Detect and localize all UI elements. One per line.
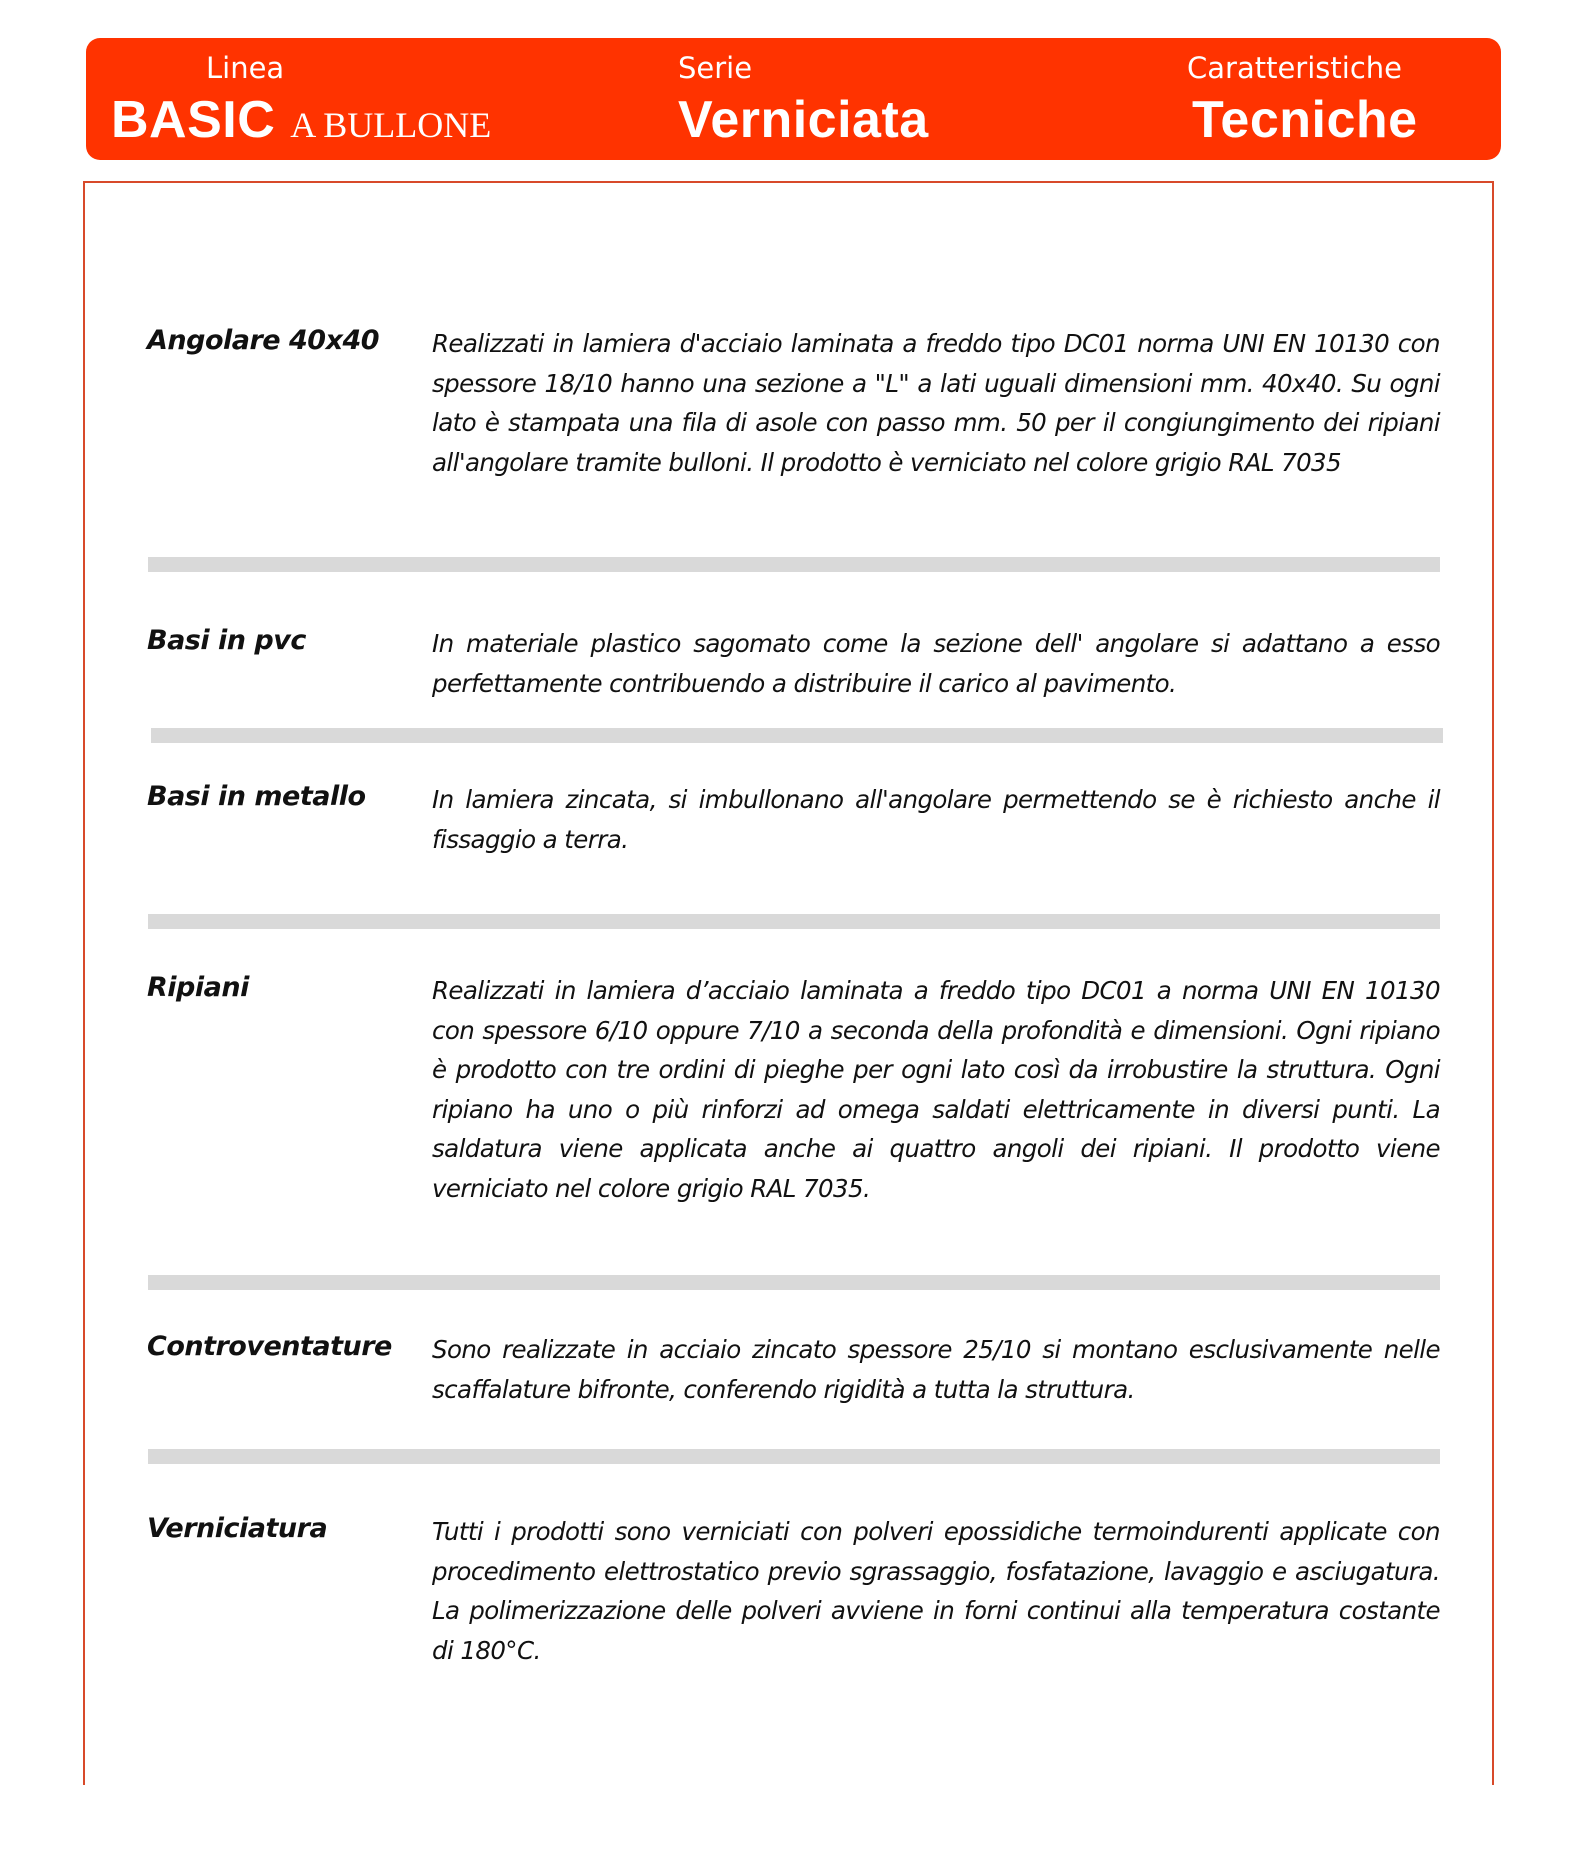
header-banner — [86, 38, 1501, 160]
spec-label: Angolare 40x40 — [147, 325, 380, 356]
linea-label: Linea — [206, 51, 285, 85]
caratteristiche-value: Tecniche — [1192, 91, 1418, 149]
serie-label: Serie — [678, 51, 753, 85]
linea-value: BASIC — [111, 91, 276, 149]
spec-description: Realizzati in lamiera d’acciaio laminata a freddo tipo DC01 a norma UNI EN 10130 con spessore 6/10 oppure 7/10 a seconda della profondità e dimensioni. Ogni ripiano è prodotto con tre ordini di pieghe per ogni lato così da irrobustire la struttura. Ogni ripiano ha uno o più rinforzi ad omega saldati elettricamente in diversi punti. La saldatura viene applicata anche ai quattro angoli dei ripiani. Il prodotto viene verniciato nel colore grigio RAL 7035. — [432, 976, 1440, 1203]
divider-bar — [148, 557, 1440, 572]
spec-description: In materiale plastico sagomato come la sezione dell' angolare si adattano a esso perfettamente contribuendo a distribuire il carico al pavimento. — [432, 629, 1440, 698]
linea-suffix: A BULLONE — [290, 105, 492, 145]
spec-description: Sono realizzate in acciaio zincato spessore 25/10 si montano esclusivamente nelle scaffalature bifronte, conferendo rigidità a tutta la struttura. — [432, 1335, 1440, 1404]
divider-bar — [148, 1449, 1440, 1464]
divider-bar — [151, 728, 1443, 743]
spec-description: Realizzati in lamiera d'acciaio laminata a freddo tipo DC01 norma UNI EN 10130 con spessore 18/10 hanno una sezione a "L" a lati uguali dimensioni mm. 40x40. Su ogni lato è stampata una fila di asole con passo mm. 50 per il congiungimento dei ripiani all'angolare tramite bulloni. Il prodotto è verniciato nel colore grigio RAL 7035 — [432, 329, 1440, 477]
spec-label: Verniciatura — [147, 1513, 328, 1544]
spec-label: Basi in metallo — [147, 781, 366, 812]
serie-value: Verniciata — [678, 91, 929, 149]
divider-bar — [148, 1275, 1440, 1290]
linea-title — [111, 91, 492, 149]
spec-description: Tutti i prodotti sono verniciati con polveri epossidiche termoindurenti applicate con procedimento elettrostatico previo sgrassaggio, fosfatazione, lavaggio e asciugatura. La polimerizzazione delle polveri avviene in forni continui alla temperatura costante di 180°C. — [432, 1517, 1440, 1665]
spec-label: Ripiani — [147, 972, 249, 1003]
caratteristiche-label: Caratteristiche — [1187, 51, 1402, 85]
spec-description: In lamiera zincata, si imbullonano all'angolare permettendo se è richiesto anche il fissaggio a terra. — [432, 785, 1440, 854]
spec-label: Controventature — [147, 1331, 392, 1362]
spec-label: Basi in pvc — [147, 625, 306, 656]
divider-bar — [148, 914, 1440, 929]
